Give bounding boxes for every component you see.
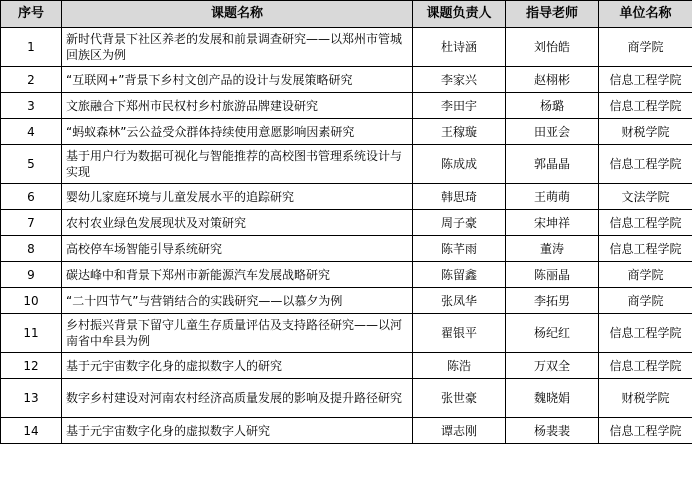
cell-title: “二十四节气”与营销结合的实践研究——以慕夕为例	[62, 288, 413, 314]
cell-no: 6	[1, 184, 62, 210]
cell-no: 3	[1, 93, 62, 119]
table-row	[1, 288, 692, 314]
cell-title: 农村农业绿色发展现状及对策研究	[62, 210, 413, 236]
cell-teacher: 田亚会	[506, 119, 599, 145]
cell-teacher: 杨裴裴	[506, 418, 599, 444]
cell-dept: 信息工程学院	[599, 314, 692, 353]
cell-lead: 陈芊雨	[413, 236, 506, 262]
table-row	[1, 353, 692, 379]
cell-teacher: 魏晓娟	[506, 379, 599, 418]
cell-lead: 翟银平	[413, 314, 506, 353]
cell-title: 婴幼儿家庭环境与儿童发展水平的追踪研究	[62, 184, 413, 210]
cell-no: 11	[1, 314, 62, 353]
cell-title: 乡村振兴背景下留守儿童生存质量评估及支持路径研究——以河南省中牟县为例	[62, 314, 413, 353]
cell-dept: 商学院	[599, 28, 692, 67]
header-lead: 课题负责人	[413, 1, 506, 28]
cell-lead: 陈浩	[413, 353, 506, 379]
cell-dept: 信息工程学院	[599, 353, 692, 379]
table-row	[1, 145, 692, 184]
cell-lead: 李家兴	[413, 67, 506, 93]
table-row	[1, 379, 692, 418]
cell-dept: 信息工程学院	[599, 145, 692, 184]
cell-lead: 张凤华	[413, 288, 506, 314]
cell-title: “蚂蚁森林”云公益受众群体持续使用意愿影响因素研究	[62, 119, 413, 145]
header-no: 序号	[1, 1, 62, 28]
cell-no: 8	[1, 236, 62, 262]
cell-dept: 财税学院	[599, 379, 692, 418]
cell-dept: 信息工程学院	[599, 236, 692, 262]
table-row	[1, 67, 692, 93]
cell-no: 7	[1, 210, 62, 236]
cell-title: “互联网+”背景下乡村文创产品的设计与发展策略研究	[62, 67, 413, 93]
cell-lead: 周子豪	[413, 210, 506, 236]
cell-no: 12	[1, 353, 62, 379]
table-row	[1, 262, 692, 288]
cell-lead: 韩思琦	[413, 184, 506, 210]
cell-lead: 陈成成	[413, 145, 506, 184]
cell-dept: 信息工程学院	[599, 418, 692, 444]
cell-teacher: 杨纪红	[506, 314, 599, 353]
header-teacher: 指导老师	[506, 1, 599, 28]
cell-title: 高校停车场智能引导系统研究	[62, 236, 413, 262]
cell-teacher: 宋坤祥	[506, 210, 599, 236]
cell-teacher: 万双全	[506, 353, 599, 379]
cell-no: 9	[1, 262, 62, 288]
cell-title: 数字乡村建设对河南农村经济高质量发展的影响及提升路径研究	[62, 379, 413, 418]
cell-title: 基于元宇宙数字化身的虚拟数字人研究	[62, 418, 413, 444]
cell-teacher: 王萌萌	[506, 184, 599, 210]
table-row	[1, 184, 692, 210]
cell-no: 2	[1, 67, 62, 93]
cell-no: 5	[1, 145, 62, 184]
table-row	[1, 93, 692, 119]
table-header-row	[1, 1, 692, 28]
cell-dept: 信息工程学院	[599, 93, 692, 119]
table-row	[1, 210, 692, 236]
cell-title: 基于元宇宙数字化身的虚拟数字人的研究	[62, 353, 413, 379]
cell-lead: 王稼璇	[413, 119, 506, 145]
table-row	[1, 28, 692, 67]
table-row	[1, 236, 692, 262]
cell-dept: 商学院	[599, 262, 692, 288]
table-row	[1, 119, 692, 145]
cell-title: 基于用户行为数据可视化与智能推荐的高校图书管理系统设计与实现	[62, 145, 413, 184]
cell-dept: 信息工程学院	[599, 67, 692, 93]
header-title: 课题名称	[62, 1, 413, 28]
cell-teacher: 赵栩彬	[506, 67, 599, 93]
cell-lead: 陈留鑫	[413, 262, 506, 288]
cell-no: 13	[1, 379, 62, 418]
cell-lead: 杜诗涵	[413, 28, 506, 67]
cell-title: 文旅融合下郑州市民权村乡村旅游品牌建设研究	[62, 93, 413, 119]
cell-teacher: 陈丽晶	[506, 262, 599, 288]
cell-lead: 李田宇	[413, 93, 506, 119]
cell-lead: 谭志刚	[413, 418, 506, 444]
cell-teacher: 董涛	[506, 236, 599, 262]
cell-dept: 文法学院	[599, 184, 692, 210]
cell-no: 4	[1, 119, 62, 145]
cell-dept: 财税学院	[599, 119, 692, 145]
cell-lead: 张世豪	[413, 379, 506, 418]
table-row	[1, 418, 692, 444]
cell-dept: 信息工程学院	[599, 210, 692, 236]
cell-teacher: 杨璐	[506, 93, 599, 119]
cell-dept: 商学院	[599, 288, 692, 314]
table-row	[1, 314, 692, 353]
cell-teacher: 李拓男	[506, 288, 599, 314]
cell-teacher: 刘怡皓	[506, 28, 599, 67]
cell-title: 新时代背景下社区养老的发展和前景调查研究——以郑州市管城回族区为例	[62, 28, 413, 67]
cell-no: 14	[1, 418, 62, 444]
cell-no: 1	[1, 28, 62, 67]
cell-title: 碳达峰中和背景下郑州市新能源汽车发展战略研究	[62, 262, 413, 288]
header-dept: 单位名称	[599, 1, 692, 28]
cell-teacher: 郭晶晶	[506, 145, 599, 184]
cell-no: 10	[1, 288, 62, 314]
